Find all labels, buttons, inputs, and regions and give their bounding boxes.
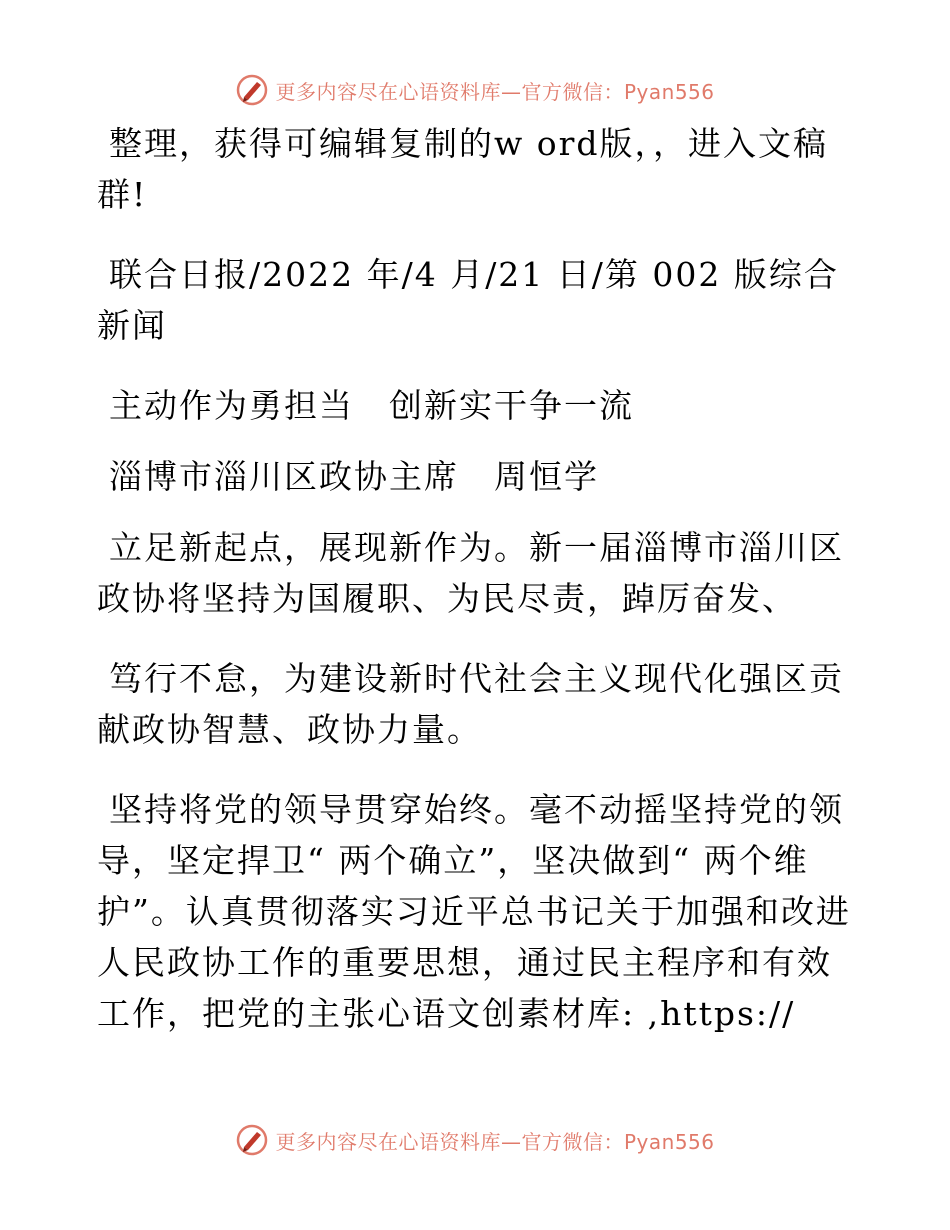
watermark-text: 更多内容尽在心语资料库—官方微信：Pyan556 <box>275 1129 715 1154</box>
header-watermark <box>0 70 950 110</box>
paragraph-body-3: 坚持将党的领导贯穿始终。毫不动摇坚持党的领导，坚定捍卫“ 两个确立”，坚决做到“ 两个维护”。认真贯彻落实习近平总书记关于加强和改进人民政协工作的重要思想，通过民主程序和有效工作，把党的主张心语文创素材库: ,https:// <box>97 790 851 1033</box>
pen-logo-icon <box>235 73 269 107</box>
paragraph-body-2: 笃行不怠，为建设新时代社会主义现代化强区贡献政协智慧、政协力量。 <box>97 659 844 749</box>
pen-logo-icon <box>235 1123 269 1157</box>
watermark-text: 更多内容尽在心语资料库—官方微信：Pyan556 <box>275 79 715 104</box>
article-author: 淄博市淄川区政协主席 周恒学 <box>109 457 599 496</box>
footer-watermark <box>0 1120 950 1160</box>
document-body <box>97 118 857 1068</box>
paragraph-source: 联合日报/2022 年/4 月/21 日/第 002 版综合新闻 <box>97 255 839 345</box>
paragraph-intro: 整理，获得可编辑复制的w ord版，，进入文稿群! <box>97 124 829 214</box>
paragraph-body-1: 立足新起点，展现新作为。新一届淄博市淄川区政协将坚持为国履职、为民尽责，踔厉奋发、 <box>97 528 844 618</box>
article-title: 主动作为勇担当 创新实干争一流 <box>109 386 634 425</box>
